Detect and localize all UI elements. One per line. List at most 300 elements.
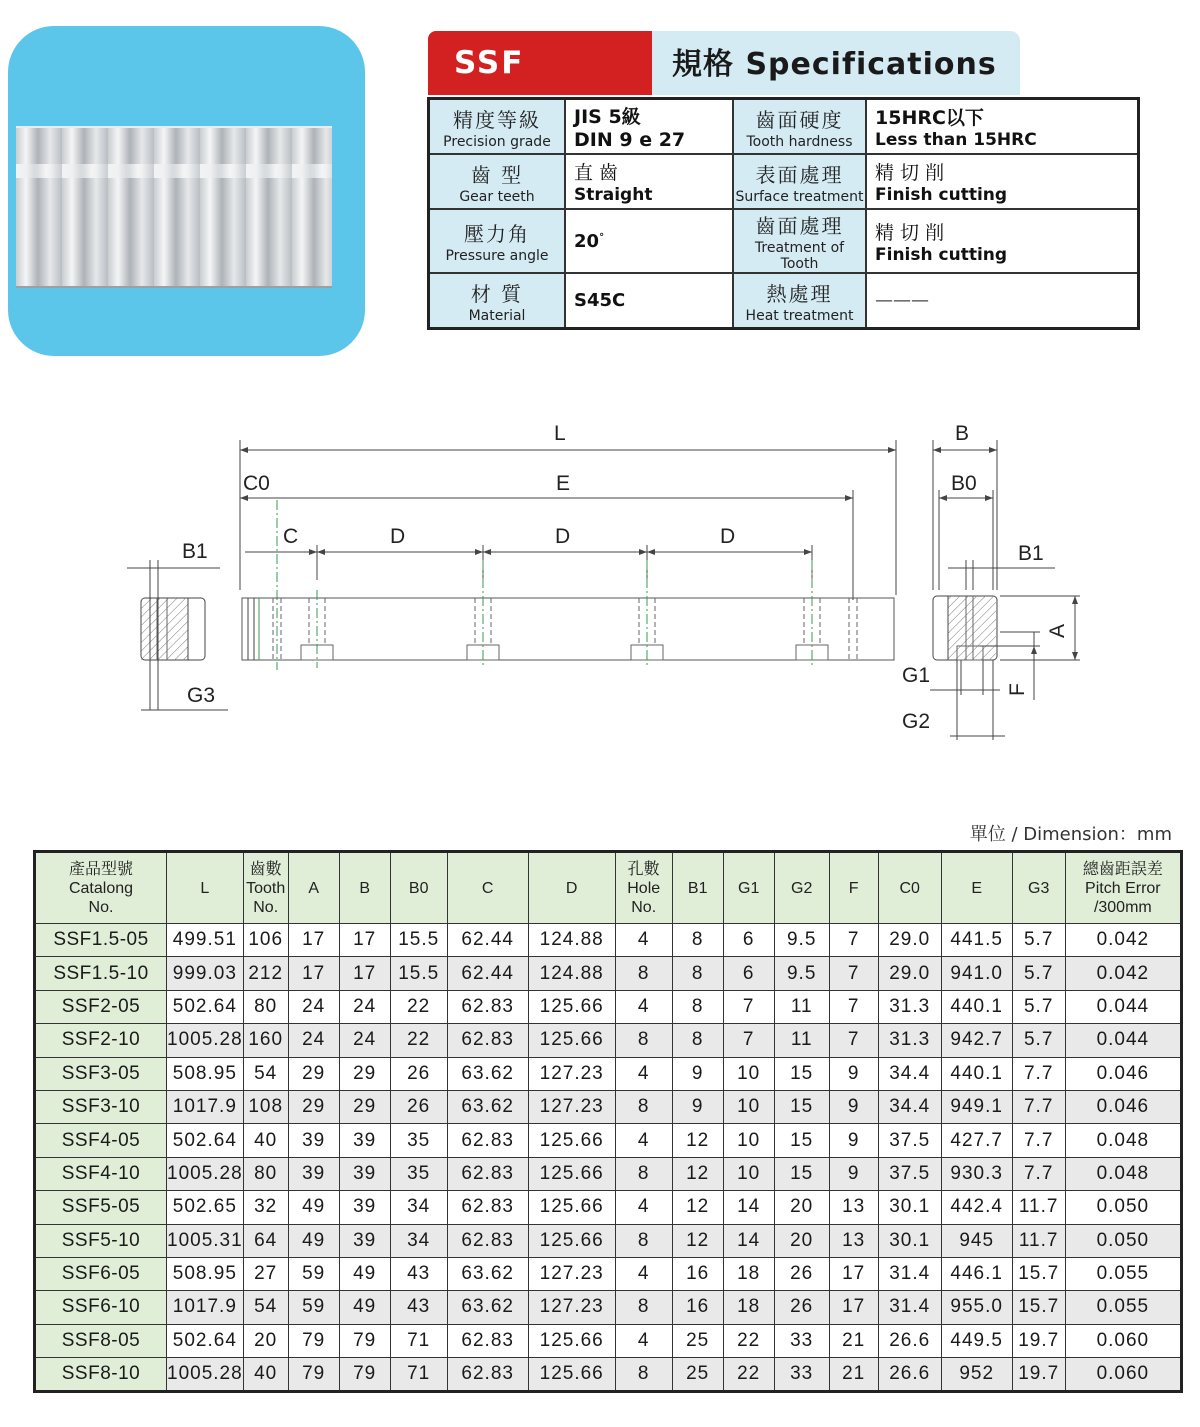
table-cell: 62.83 bbox=[447, 990, 528, 1023]
table-cell: 20 bbox=[774, 1224, 829, 1257]
column-header-line: No. bbox=[631, 898, 657, 916]
table-header-row bbox=[35, 852, 1182, 924]
table-cell: 0.048 bbox=[1065, 1157, 1181, 1190]
table-cell: 9 bbox=[672, 1090, 723, 1123]
column-header-line: G3 bbox=[1028, 879, 1050, 897]
table-cell: 108 bbox=[243, 1090, 288, 1123]
table-cell: 62.44 bbox=[447, 924, 528, 957]
dim-label-d: D bbox=[390, 525, 406, 548]
table-cell: 125.66 bbox=[528, 1024, 615, 1057]
dim-label-d: D bbox=[555, 525, 571, 548]
spec-value-precision: JIS 5級 DIN 9 e 27 bbox=[565, 99, 733, 155]
table-cell: 427.7 bbox=[941, 1124, 1012, 1157]
catalog-number-cell: SSF2-05 bbox=[35, 990, 167, 1023]
column-header-line: 齒數 bbox=[249, 860, 282, 878]
table-cell: 21 bbox=[829, 1324, 878, 1357]
table-cell: 26.6 bbox=[878, 1324, 941, 1357]
column-header-line: A bbox=[308, 879, 320, 897]
table-cell: 29 bbox=[339, 1057, 390, 1090]
table-cell: 22 bbox=[390, 990, 447, 1023]
table-cell: 449.5 bbox=[941, 1324, 1012, 1357]
column-header bbox=[35, 852, 167, 924]
table-cell: 508.95 bbox=[167, 1057, 244, 1090]
column-header-line: C bbox=[481, 879, 494, 897]
table-cell: 7.7 bbox=[1012, 1157, 1065, 1190]
table-cell: 7.7 bbox=[1012, 1124, 1065, 1157]
table-cell: 12 bbox=[672, 1124, 723, 1157]
table-row bbox=[35, 1224, 1182, 1257]
table-cell: 8 bbox=[672, 924, 723, 957]
table-cell: 34.4 bbox=[878, 1090, 941, 1123]
table-cell: 40 bbox=[243, 1124, 288, 1157]
table-cell: 39 bbox=[288, 1157, 339, 1190]
column-header-line: F bbox=[848, 879, 859, 897]
table-cell: 7.7 bbox=[1012, 1057, 1065, 1090]
column-header-line: 產品型號 bbox=[68, 860, 133, 878]
table-cell: 80 bbox=[243, 990, 288, 1023]
table-cell: 15 bbox=[774, 1124, 829, 1157]
table-cell: 37.5 bbox=[878, 1157, 941, 1190]
table-cell: 0.050 bbox=[1065, 1224, 1181, 1257]
catalog-number-cell: SSF6-05 bbox=[35, 1257, 167, 1290]
table-cell: 15 bbox=[774, 1057, 829, 1090]
table-cell: 34 bbox=[390, 1224, 447, 1257]
table-cell: 8 bbox=[615, 1224, 672, 1257]
table-cell: 10 bbox=[723, 1057, 774, 1090]
column-header-line: Pitch Error bbox=[1085, 879, 1161, 897]
table-cell: 952 bbox=[941, 1358, 1012, 1392]
table-cell: 37.5 bbox=[878, 1124, 941, 1157]
table-cell: 11 bbox=[774, 1024, 829, 1057]
spec-row bbox=[429, 154, 1139, 209]
table-cell: 4 bbox=[615, 924, 672, 957]
spec-row bbox=[429, 99, 1139, 155]
table-cell: 17 bbox=[288, 924, 339, 957]
table-cell: 8 bbox=[672, 1024, 723, 1057]
table-cell: 124.88 bbox=[528, 957, 615, 990]
table-cell: 8 bbox=[672, 957, 723, 990]
table-cell: 21 bbox=[829, 1358, 878, 1392]
spec-value-pressure-angle: 20° bbox=[565, 209, 733, 273]
table-cell: 7 bbox=[723, 1024, 774, 1057]
table-cell: 945 bbox=[941, 1224, 1012, 1257]
table-cell: 29 bbox=[288, 1057, 339, 1090]
table-cell: 19.7 bbox=[1012, 1358, 1065, 1392]
catalog-number-cell: SSF4-10 bbox=[35, 1157, 167, 1190]
table-cell: 79 bbox=[339, 1324, 390, 1357]
table-cell: 160 bbox=[243, 1024, 288, 1057]
table-cell: 0.050 bbox=[1065, 1191, 1181, 1224]
column-header-line: 總齒距誤差 bbox=[1082, 860, 1163, 878]
table-cell: 16 bbox=[672, 1257, 723, 1290]
table-cell: 62.83 bbox=[447, 1324, 528, 1357]
table-cell: 0.060 bbox=[1065, 1324, 1181, 1357]
table-cell: 106 bbox=[243, 924, 288, 957]
table-cell: 26.6 bbox=[878, 1358, 941, 1392]
table-cell: 125.66 bbox=[528, 1157, 615, 1190]
dim-label-b1-left: B1 bbox=[182, 540, 208, 563]
table-cell: 26 bbox=[774, 1291, 829, 1324]
dim-label-c: C bbox=[283, 525, 299, 548]
table-cell: 11.7 bbox=[1012, 1224, 1065, 1257]
dimension-drawing bbox=[0, 410, 1200, 750]
table-cell: 25 bbox=[672, 1324, 723, 1357]
table-cell: 1017.9 bbox=[167, 1090, 244, 1123]
spec-value-gear-teeth: 直 齒 Straight bbox=[565, 154, 733, 209]
table-cell: 13 bbox=[829, 1224, 878, 1257]
dim-label-e: E bbox=[556, 472, 571, 495]
table-cell: 39 bbox=[288, 1124, 339, 1157]
dim-label-f: F bbox=[1006, 683, 1029, 696]
spec-value-material: S45C bbox=[565, 273, 733, 329]
table-cell: 31.4 bbox=[878, 1257, 941, 1290]
table-cell: 62.83 bbox=[447, 1024, 528, 1057]
table-cell: 49 bbox=[339, 1291, 390, 1324]
table-cell: 33 bbox=[774, 1358, 829, 1392]
table-cell: 20 bbox=[243, 1324, 288, 1357]
table-cell: 39 bbox=[339, 1191, 390, 1224]
table-row bbox=[35, 1157, 1182, 1190]
spec-header bbox=[428, 31, 1020, 95]
table-cell: 25 bbox=[672, 1358, 723, 1392]
table-cell: 22 bbox=[723, 1324, 774, 1357]
table-cell: 64 bbox=[243, 1224, 288, 1257]
table-cell: 502.64 bbox=[167, 1324, 244, 1357]
gear-rack-image bbox=[16, 126, 332, 288]
table-cell: 33 bbox=[774, 1324, 829, 1357]
table-cell: 9 bbox=[829, 1057, 878, 1090]
table-cell: 62.83 bbox=[447, 1124, 528, 1157]
table-cell: 9.5 bbox=[774, 957, 829, 990]
table-cell: 0.048 bbox=[1065, 1124, 1181, 1157]
table-cell: 0.055 bbox=[1065, 1291, 1181, 1324]
table-cell: 63.62 bbox=[447, 1090, 528, 1123]
table-row bbox=[35, 1057, 1182, 1090]
table-cell: 29 bbox=[339, 1090, 390, 1123]
table-cell: 4 bbox=[615, 1057, 672, 1090]
table-cell: 125.66 bbox=[528, 1191, 615, 1224]
spec-value-hardness: 15HRC以下 Less than 15HRC bbox=[866, 99, 1139, 155]
table-cell: 8 bbox=[615, 1291, 672, 1324]
table-cell: 0.046 bbox=[1065, 1090, 1181, 1123]
column-header bbox=[723, 852, 774, 924]
table-cell: 15 bbox=[774, 1157, 829, 1190]
table-cell: 502.64 bbox=[167, 990, 244, 1023]
table-cell: 43 bbox=[390, 1291, 447, 1324]
table-cell: 125.66 bbox=[528, 990, 615, 1023]
dim-label-g2: G2 bbox=[902, 710, 931, 733]
table-cell: 11 bbox=[774, 990, 829, 1023]
table-cell: 0.044 bbox=[1065, 990, 1181, 1023]
table-cell: 9 bbox=[672, 1057, 723, 1090]
table-cell: 5.7 bbox=[1012, 924, 1065, 957]
table-cell: 29.0 bbox=[878, 957, 941, 990]
table-row bbox=[35, 1024, 1182, 1057]
product-code: SSF bbox=[428, 31, 652, 95]
column-header bbox=[288, 852, 339, 924]
table-row bbox=[35, 957, 1182, 990]
table-cell: 35 bbox=[390, 1124, 447, 1157]
column-header-line: Hole bbox=[627, 879, 661, 897]
catalog-number-cell: SSF8-10 bbox=[35, 1358, 167, 1392]
table-cell: 15.5 bbox=[390, 957, 447, 990]
table-cell: 59 bbox=[288, 1257, 339, 1290]
table-cell: 26 bbox=[390, 1090, 447, 1123]
table-cell: 8 bbox=[615, 1157, 672, 1190]
table-cell: 49 bbox=[288, 1191, 339, 1224]
table-cell: 15.7 bbox=[1012, 1291, 1065, 1324]
dim-label-b1-right: B1 bbox=[1018, 542, 1044, 565]
table-cell: 6 bbox=[723, 957, 774, 990]
table-cell: 18 bbox=[723, 1257, 774, 1290]
table-cell: 40 bbox=[243, 1358, 288, 1392]
column-header-line: Tooth bbox=[246, 879, 286, 897]
table-cell: 12 bbox=[672, 1224, 723, 1257]
catalog-number-cell: SSF6-10 bbox=[35, 1291, 167, 1324]
table-cell: 22 bbox=[723, 1358, 774, 1392]
table-cell: 29 bbox=[288, 1090, 339, 1123]
table-cell: 8 bbox=[672, 990, 723, 1023]
column-header-line: G2 bbox=[791, 879, 813, 897]
spec-row bbox=[429, 209, 1139, 273]
table-cell: 80 bbox=[243, 1157, 288, 1190]
table-cell: 0.042 bbox=[1065, 957, 1181, 990]
table-cell: 30.1 bbox=[878, 1224, 941, 1257]
dim-label-b: B bbox=[955, 422, 970, 445]
catalog-number-cell: SSF3-10 bbox=[35, 1090, 167, 1123]
table-cell: 8 bbox=[615, 1024, 672, 1057]
table-row bbox=[35, 1191, 1182, 1224]
spec-table bbox=[427, 97, 1140, 330]
table-cell: 441.5 bbox=[941, 924, 1012, 957]
table-cell: 10 bbox=[723, 1090, 774, 1123]
table-cell: 12 bbox=[672, 1157, 723, 1190]
table-cell: 999.03 bbox=[167, 957, 244, 990]
table-cell: 7.7 bbox=[1012, 1090, 1065, 1123]
column-header bbox=[941, 852, 1012, 924]
table-cell: 24 bbox=[288, 1024, 339, 1057]
column-header bbox=[615, 852, 672, 924]
table-cell: 79 bbox=[288, 1324, 339, 1357]
column-header bbox=[339, 852, 390, 924]
table-cell: 39 bbox=[339, 1157, 390, 1190]
table-cell: 5.7 bbox=[1012, 1024, 1065, 1057]
table-cell: 49 bbox=[288, 1224, 339, 1257]
table-cell: 22 bbox=[390, 1024, 447, 1057]
table-cell: 0.044 bbox=[1065, 1024, 1181, 1057]
table-cell: 125.66 bbox=[528, 1124, 615, 1157]
spec-label-heat-treatment: 熱處理 Heat treatment bbox=[733, 273, 866, 329]
table-cell: 955.0 bbox=[941, 1291, 1012, 1324]
table-cell: 9 bbox=[829, 1124, 878, 1157]
table-cell: 5.7 bbox=[1012, 957, 1065, 990]
table-cell: 941.0 bbox=[941, 957, 1012, 990]
table-cell: 125.66 bbox=[528, 1224, 615, 1257]
table-cell: 63.62 bbox=[447, 1291, 528, 1324]
table-row bbox=[35, 924, 1182, 957]
table-cell: 49 bbox=[339, 1257, 390, 1290]
column-header-line: No. bbox=[88, 898, 114, 916]
table-row bbox=[35, 1090, 1182, 1123]
table-cell: 8 bbox=[615, 957, 672, 990]
product-photo bbox=[8, 26, 365, 356]
dim-label-d: D bbox=[720, 525, 736, 548]
catalog-number-cell: SSF2-10 bbox=[35, 1024, 167, 1057]
table-cell: 24 bbox=[339, 990, 390, 1023]
table-cell: 63.62 bbox=[447, 1057, 528, 1090]
table-cell: 0.055 bbox=[1065, 1257, 1181, 1290]
table-row bbox=[35, 990, 1182, 1023]
dim-label-b0: B0 bbox=[951, 472, 977, 495]
table-cell: 10 bbox=[723, 1157, 774, 1190]
table-cell: 26 bbox=[390, 1057, 447, 1090]
spec-value-heat-treatment: ——— bbox=[866, 273, 1139, 329]
table-cell: 12 bbox=[672, 1191, 723, 1224]
table-cell: 127.23 bbox=[528, 1057, 615, 1090]
table-cell: 1005.28 bbox=[167, 1157, 244, 1190]
table-cell: 0.046 bbox=[1065, 1057, 1181, 1090]
table-cell: 502.64 bbox=[167, 1124, 244, 1157]
catalog-number-cell: SSF1.5-05 bbox=[35, 924, 167, 957]
table-cell: 62.83 bbox=[447, 1224, 528, 1257]
table-cell: 27 bbox=[243, 1257, 288, 1290]
table-cell: 39 bbox=[339, 1224, 390, 1257]
table-cell: 24 bbox=[288, 990, 339, 1023]
table-cell: 1017.9 bbox=[167, 1291, 244, 1324]
table-cell: 942.7 bbox=[941, 1024, 1012, 1057]
table-cell: 5.7 bbox=[1012, 990, 1065, 1023]
spec-label-precision: 精度等級 Precision grade bbox=[429, 99, 566, 155]
table-cell: 8 bbox=[615, 1090, 672, 1123]
spec-value-surface: 精 切 削 Finish cutting bbox=[866, 154, 1139, 209]
table-cell: 14 bbox=[723, 1191, 774, 1224]
catalog-number-cell: SSF8-05 bbox=[35, 1324, 167, 1357]
table-cell: 0.060 bbox=[1065, 1358, 1181, 1392]
table-cell: 15.7 bbox=[1012, 1257, 1065, 1290]
table-cell: 442.4 bbox=[941, 1191, 1012, 1224]
table-cell: 1005.31 bbox=[167, 1224, 244, 1257]
table-cell: 127.23 bbox=[528, 1257, 615, 1290]
table-cell: 31.3 bbox=[878, 990, 941, 1023]
catalog-number-cell: SSF3-05 bbox=[35, 1057, 167, 1090]
dim-label-g3: G3 bbox=[187, 684, 216, 707]
table-cell: 54 bbox=[243, 1291, 288, 1324]
table-cell: 9 bbox=[829, 1090, 878, 1123]
unit-note: 單位 / Dimension：mm bbox=[969, 824, 1172, 845]
table-cell: 0.042 bbox=[1065, 924, 1181, 957]
column-header bbox=[1065, 852, 1181, 924]
table-cell: 502.65 bbox=[167, 1191, 244, 1224]
catalog-number-cell: SSF4-05 bbox=[35, 1124, 167, 1157]
table-cell: 54 bbox=[243, 1057, 288, 1090]
table-cell: 34.4 bbox=[878, 1057, 941, 1090]
table-cell: 26 bbox=[774, 1257, 829, 1290]
table-cell: 17 bbox=[339, 924, 390, 957]
table-cell: 30.1 bbox=[878, 1191, 941, 1224]
column-header-line: /300mm bbox=[1093, 898, 1152, 916]
table-cell: 127.23 bbox=[528, 1291, 615, 1324]
spec-label-gear-teeth: 齒 型 Gear teeth bbox=[429, 154, 566, 209]
spec-label-surface: 表面處理 Surface treatment bbox=[733, 154, 866, 209]
table-cell: 9 bbox=[829, 1157, 878, 1190]
table-cell: 440.1 bbox=[941, 990, 1012, 1023]
table-cell: 508.95 bbox=[167, 1257, 244, 1290]
table-cell: 43 bbox=[390, 1257, 447, 1290]
catalog-number-cell: SSF1.5-10 bbox=[35, 957, 167, 990]
table-row bbox=[35, 1291, 1182, 1324]
table-cell: 4 bbox=[615, 1124, 672, 1157]
spec-label-tooth-treatment: 齒面處理 Treatment of Tooth bbox=[733, 209, 866, 273]
table-cell: 17 bbox=[339, 957, 390, 990]
column-header-line: D bbox=[565, 879, 578, 897]
table-body bbox=[35, 924, 1182, 1392]
table-row bbox=[35, 1124, 1182, 1157]
table-cell: 8 bbox=[615, 1358, 672, 1392]
table-cell: 7 bbox=[829, 990, 878, 1023]
spec-label-hardness: 齒面硬度 Tooth hardness bbox=[733, 99, 866, 155]
table-cell: 127.23 bbox=[528, 1090, 615, 1123]
table-cell: 62.83 bbox=[447, 1191, 528, 1224]
table-cell: 125.66 bbox=[528, 1324, 615, 1357]
table-cell: 125.66 bbox=[528, 1358, 615, 1392]
table-cell: 212 bbox=[243, 957, 288, 990]
table-cell: 9.5 bbox=[774, 924, 829, 957]
table-cell: 6 bbox=[723, 924, 774, 957]
column-header-line: B1 bbox=[687, 879, 708, 897]
column-header bbox=[447, 852, 528, 924]
table-cell: 20 bbox=[774, 1191, 829, 1224]
table-cell: 15 bbox=[774, 1090, 829, 1123]
table-cell: 949.1 bbox=[941, 1090, 1012, 1123]
table-cell: 71 bbox=[390, 1358, 447, 1392]
table-cell: 4 bbox=[615, 1191, 672, 1224]
table-cell: 18 bbox=[723, 1291, 774, 1324]
column-header bbox=[390, 852, 447, 924]
column-header bbox=[774, 852, 829, 924]
table-cell: 71 bbox=[390, 1324, 447, 1357]
column-header-line: C0 bbox=[899, 879, 920, 897]
dimension-table bbox=[33, 850, 1183, 1393]
column-header-line: 孔數 bbox=[627, 860, 660, 878]
catalog-number-cell: SSF5-10 bbox=[35, 1224, 167, 1257]
table-cell: 7 bbox=[829, 1024, 878, 1057]
table-cell: 16 bbox=[672, 1291, 723, 1324]
table-cell: 79 bbox=[288, 1358, 339, 1392]
dim-label-c0: C0 bbox=[243, 472, 270, 495]
column-header bbox=[878, 852, 941, 924]
table-cell: 19.7 bbox=[1012, 1324, 1065, 1357]
table-cell: 1005.28 bbox=[167, 1024, 244, 1057]
table-cell: 7 bbox=[723, 990, 774, 1023]
table-cell: 31.4 bbox=[878, 1291, 941, 1324]
spec-row bbox=[429, 273, 1139, 329]
column-header bbox=[528, 852, 615, 924]
table-cell: 32 bbox=[243, 1191, 288, 1224]
table-cell: 499.51 bbox=[167, 924, 244, 957]
table-cell: 62.83 bbox=[447, 1157, 528, 1190]
spec-title: 規格 Specifications bbox=[652, 31, 1020, 95]
table-cell: 31.3 bbox=[878, 1024, 941, 1057]
table-cell: 440.1 bbox=[941, 1057, 1012, 1090]
spec-label-material: 材 質 Material bbox=[429, 273, 566, 329]
table-cell: 24 bbox=[339, 1024, 390, 1057]
table-cell: 17 bbox=[829, 1291, 878, 1324]
table-cell: 13 bbox=[829, 1191, 878, 1224]
column-header-line: B bbox=[359, 879, 371, 897]
spec-value-tooth-treatment: 精 切 削 Finish cutting bbox=[866, 209, 1139, 273]
column-header bbox=[1012, 852, 1065, 924]
table-row bbox=[35, 1324, 1182, 1357]
